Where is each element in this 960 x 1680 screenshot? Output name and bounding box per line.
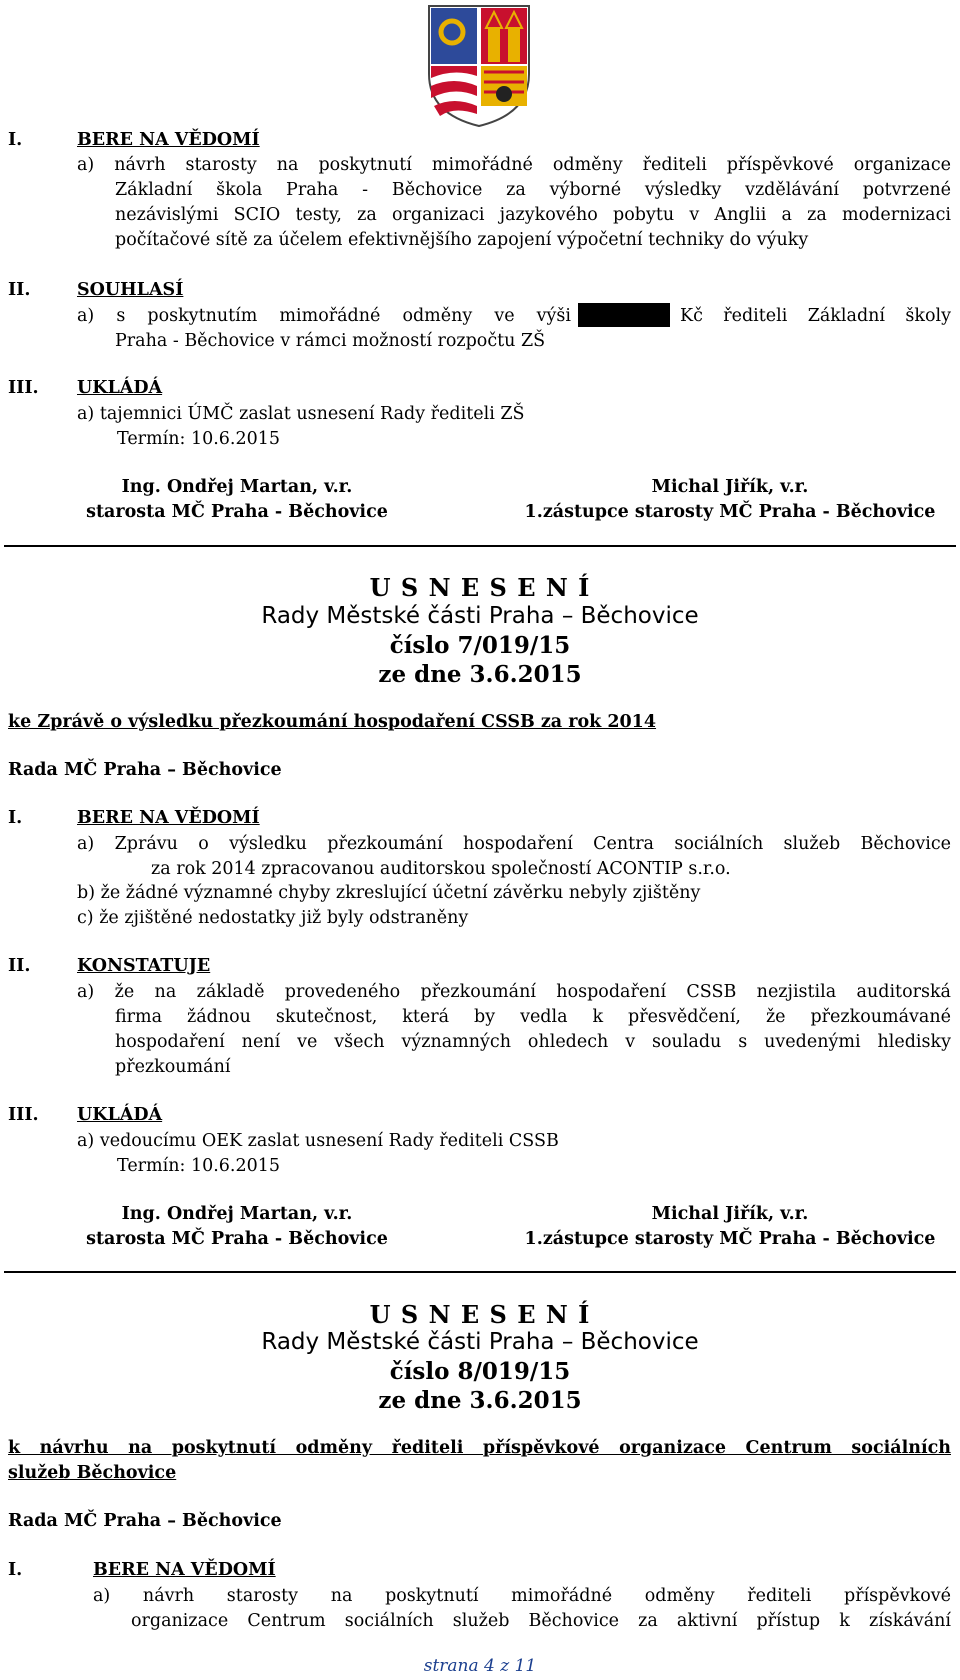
resolution-topic: k návrhu na poskytnutí odměny řediteli příspěvkové organizace Centrum sociálních [8,1438,951,1458]
paragraph-line: a) vedoucímu OEK zaslat usnesení Rady řediteli CSSB [77,1131,559,1151]
section-title: BERE NA VĚDOMÍ [77,130,260,150]
paragraph-line: a) že na základě provedeného přezkoumání hospodaření CSSB nezjistila auditorská [77,982,951,1002]
term-line: Termín: 10.6.2015 [117,429,281,449]
paragraph-line: Praha - Běchovice v rámci možností rozpočtu ZŠ [115,331,546,351]
term-line: Termín: 10.6.2015 [117,1156,281,1176]
signature-name: Michal Jiřík, v.r. [651,477,809,497]
signature-role: 1.zástupce starosty MČ Praha - Běchovice [524,502,936,522]
paragraph-line: b) že žádné významné chyby zkreslující účetní závěrku nebyly zjištěny [77,883,701,903]
section-title: BERE NA VĚDOMÍ [93,1560,276,1580]
paragraph-line: za rok 2014 zpracovanou auditorskou společností ACONTIP s.r.o. [151,859,731,879]
paragraph-line: počítačové sítě za účelem efektivnějšího zapojení výpočetní techniky do výuky [115,230,809,250]
divider [4,1271,956,1273]
page-number: strana 4 z 11 [423,1656,537,1676]
resolution-topic: ke Zprávě o výsledku přezkoumání hospodaření CSSB za rok 2014 [8,712,657,732]
paragraph-line: hospodaření není ve všech významných ohledech v souladu s uvedenými hledisky [115,1032,951,1052]
resolution-subheading: Rady Městské části Praha – Běchovice [261,1329,699,1355]
resolution-subheading: Rady Městské části Praha – Běchovice [261,603,699,629]
council-name: Rada MČ Praha – Běchovice [8,760,282,780]
signature-name: Michal Jiřík, v.r. [651,1204,809,1224]
paragraph-line: přezkoumání [115,1057,231,1077]
paragraph-line: a) návrh starosty na poskytnutí mimořádné odměny řediteli příspěvkové organizace [77,155,951,175]
section-number: II. [8,956,31,976]
section-title: KONSTATUJE [77,956,211,976]
paragraph-line: nezávislými SCIO testy, za organizaci jazykového pobytu v Anglii a za modernizaci [115,205,951,225]
resolution-heading: U S N E S E N Í [369,573,591,602]
paragraph-line: a) tajemnici ÚMČ zaslat usnesení Rady řediteli ZŠ [77,404,525,424]
resolution-topic: služeb Běchovice [8,1463,177,1483]
paragraph-line: organizace Centrum sociálních služeb Běchovice za aktivní přístup k získávání [131,1611,951,1631]
council-name: Rada MČ Praha – Běchovice [8,1511,282,1531]
resolution-date: ze dne 3.6.2015 [378,1387,582,1414]
coat-of-arms-icon [426,2,532,128]
section-title: UKLÁDÁ [77,378,163,398]
signature-role: starosta MČ Praha - Běchovice [86,502,388,522]
section-title: UKLÁDÁ [77,1105,163,1125]
section-title: SOUHLASÍ [77,280,184,300]
section-number: I. [8,130,23,150]
paragraph-line: a) s poskytnutím mimořádné odměny ve výši [77,306,571,326]
paragraph-line: c) že zjištěné nedostatky již byly odstraněny [77,908,469,928]
resolution-date: ze dne 3.6.2015 [378,661,582,688]
resolution-number: číslo 7/019/15 [389,632,571,659]
paragraph-line: a) návrh starosty na poskytnutí mimořádné odměny řediteli příspěvkové [93,1586,951,1606]
section-title: BERE NA VĚDOMÍ [77,808,260,828]
paragraph-line: Základní škola Praha - Běchovice za výborné výsledky vzdělávání potvrzené [115,180,951,200]
section-number: III. [8,1105,39,1125]
section-number: I. [8,808,23,828]
redacted-amount [578,303,670,327]
signature-role: starosta MČ Praha - Běchovice [86,1229,388,1249]
section-number: II. [8,280,31,300]
paragraph-line: Kč řediteli Základní školy [680,306,951,326]
paragraph-line: a) Zprávu o výsledku přezkoumání hospodaření Centra sociálních služeb Běchovice [77,834,951,854]
signature-name: Ing. Ondřej Martan, v.r. [121,477,353,497]
divider [4,545,956,547]
section-number: I. [8,1560,23,1580]
signature-role: 1.zástupce starosty MČ Praha - Běchovice [524,1229,936,1249]
resolution-number: číslo 8/019/15 [389,1358,571,1385]
section-number: III. [8,378,39,398]
signature-name: Ing. Ondřej Martan, v.r. [121,1204,353,1224]
paragraph-line: firma žádnou skutečnost, která by vedla k přesvědčení, že přezkoumávané [115,1007,951,1027]
resolution-heading: U S N E S E N Í [369,1300,591,1329]
